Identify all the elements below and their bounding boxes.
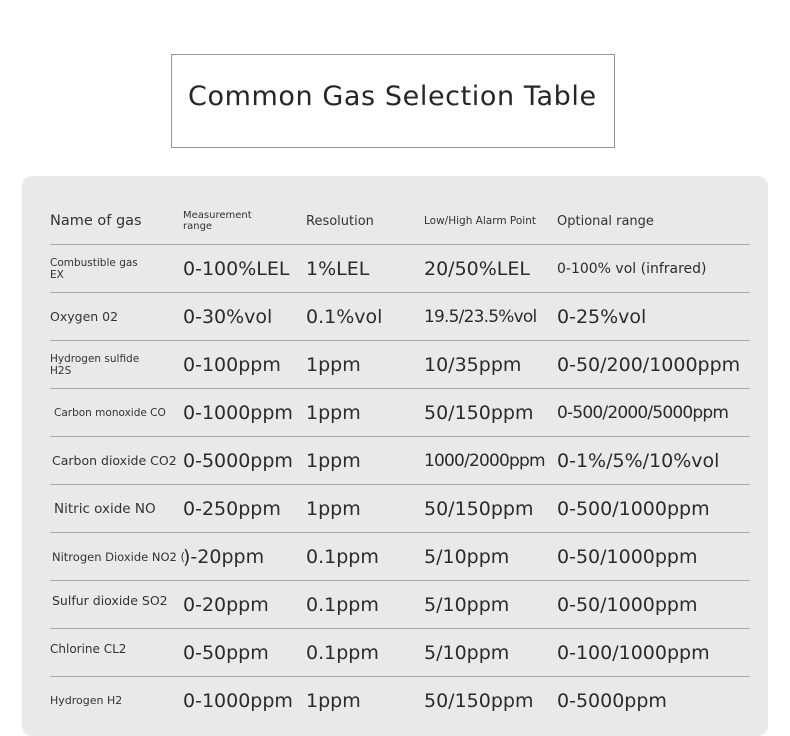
table-row <box>50 245 750 293</box>
alarm-point: 5/10ppm <box>424 593 510 616</box>
alarm-point: 1000/2000ppm <box>424 450 545 471</box>
optional-range: 0-500/2000/5000ppm <box>557 402 729 423</box>
gas-table <box>50 198 750 724</box>
gas-name: Carbon dioxide CO2 <box>52 453 177 468</box>
measurement-range: 0-20ppm <box>183 593 269 616</box>
alarm-point: 5/10ppm <box>424 641 510 664</box>
resolution: 1%LEL <box>306 257 370 280</box>
alarm-point: 20/50%LEL <box>424 257 530 280</box>
alarm-point: 50/150ppm <box>424 401 534 424</box>
resolution: 0.1ppm <box>306 593 379 616</box>
gas-name: Sulfur dioxide SO2 <box>52 593 168 608</box>
gas-name <box>50 341 180 388</box>
resolution: 1ppm <box>306 497 361 520</box>
optional-range: 0-100% vol (infrared) <box>557 260 707 277</box>
gas-name: Carbon monoxide CO <box>54 406 166 419</box>
resolution: 0.1ppm <box>306 545 379 568</box>
gas-name: Nitrogen Dioxide NO2 ( <box>52 549 185 564</box>
resolution: 1ppm <box>306 401 361 424</box>
measurement-range: 0-1000ppm <box>183 689 293 712</box>
header-measurement-line2: range <box>183 221 213 232</box>
gas-name: Oxygen 02 <box>50 309 119 324</box>
table-panel <box>22 176 768 736</box>
table-row <box>50 629 750 677</box>
table-header-row <box>50 198 750 245</box>
optional-range: 0-100/1000ppm <box>557 641 710 664</box>
gas-name-line1: Hydrogen sulfide <box>50 352 140 365</box>
title-box <box>171 54 615 148</box>
resolution: 0.1%vol <box>306 305 383 328</box>
optional-range: 0-25%vol <box>557 305 647 328</box>
optional-range: 0-500/1000ppm <box>557 497 710 520</box>
measurement-range: 0-1000ppm <box>183 401 293 424</box>
alarm-point: 19.5/23.5%vol <box>424 306 537 327</box>
table-row <box>50 437 750 485</box>
gas-name-line2: EX <box>50 268 64 281</box>
alarm-point: 5/10ppm <box>424 545 510 568</box>
optional-range: 0-50/200/1000ppm <box>557 353 741 376</box>
table-row <box>50 677 750 724</box>
optional-range: 0-50/1000ppm <box>557 593 698 616</box>
header-measurement <box>183 198 303 244</box>
gas-name-line2: H2S <box>50 364 72 377</box>
optional-range: 0-1%/5%/10%vol <box>557 449 720 472</box>
measurement-range: 0-100ppm <box>183 353 281 376</box>
resolution: 1ppm <box>306 353 361 376</box>
resolution: 0.1ppm <box>306 641 379 664</box>
header-name: Name of gas <box>50 213 142 229</box>
table-row <box>50 485 750 533</box>
gas-name: Chlorine CL2 <box>50 642 127 656</box>
gas-name: Hydrogen H2 <box>50 694 123 707</box>
measurement-range: 0-50ppm <box>183 641 269 664</box>
table-row <box>50 581 750 629</box>
page-title: Common Gas Selection Table <box>188 81 597 112</box>
optional-range: 0-50/1000ppm <box>557 545 698 568</box>
gas-name: Nitric oxide NO <box>54 500 156 517</box>
measurement-range: 0-30%vol <box>183 305 273 328</box>
table-row <box>50 341 750 389</box>
alarm-point: 10/35ppm <box>424 353 522 376</box>
resolution: 1ppm <box>306 449 361 472</box>
header-optional: Optional range <box>557 213 654 229</box>
optional-range: 0-5000ppm <box>557 689 667 712</box>
table-row <box>50 533 750 581</box>
measurement-range: 0-5000ppm <box>183 449 293 472</box>
gas-name-line1: Combustible gas <box>50 256 138 269</box>
resolution: 1ppm <box>306 689 361 712</box>
header-resolution: Resolution <box>306 213 374 229</box>
gas-name <box>50 245 180 292</box>
header-measurement-line1: Measurement <box>183 210 252 221</box>
measurement-range: )-20ppm <box>183 545 265 568</box>
measurement-range: 0-250ppm <box>183 497 281 520</box>
table-row <box>50 293 750 341</box>
alarm-point: 50/150ppm <box>424 497 534 520</box>
measurement-range: 0-100%LEL <box>183 257 290 280</box>
header-alarm: Low/High Alarm Point <box>424 215 536 227</box>
alarm-point: 50/150ppm <box>424 689 534 712</box>
table-row <box>50 389 750 437</box>
